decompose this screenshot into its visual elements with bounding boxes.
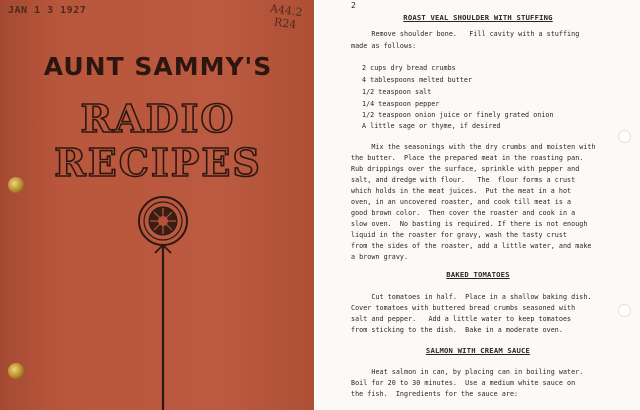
cover-title-line1: RADIO bbox=[80, 96, 236, 141]
ingredient-line: 2 cups dry bread crumbs bbox=[362, 64, 456, 72]
method-line: Cover tomatoes with buttered bread crumbs seasoned with bbox=[351, 304, 576, 312]
method-line: from the sides of the roaster, add a little water, and make bbox=[351, 242, 592, 250]
method-line: salt and pepper. Add a little water to keep tomatoes bbox=[351, 315, 572, 323]
method-line: Heat salmon in can, by placing can in boiling water. bbox=[351, 368, 584, 376]
method-line: good brown color. Then cover the roaster and cook in a bbox=[351, 209, 576, 217]
method-line: liquid in the roaster for gravy, wash the tasty crust bbox=[351, 231, 568, 239]
cover-title-line2: RECIPES bbox=[54, 140, 262, 185]
binding-grommet-bottom bbox=[8, 363, 24, 379]
method-line: oven, in an uncovered roaster, and cook till meat is a bbox=[351, 198, 572, 206]
ingredient-line: A little sage or thyme, if desired bbox=[362, 122, 501, 130]
ingredient-line: 1/2 teaspoon onion juice or finely grated onion bbox=[362, 111, 554, 119]
method-line: the butter. Place the prepared meat in the roasting pan. bbox=[351, 154, 584, 162]
recipe-text-line: Remove shoulder bone. Fill cavity with a stuffing bbox=[351, 30, 580, 38]
method-line: a brown gravy. bbox=[351, 253, 409, 261]
method-line: salt, and dredge with flour. The flour forms a crust bbox=[351, 176, 576, 184]
book-cover bbox=[0, 0, 316, 410]
method-line: Rub drippings over the surface, sprinkle with pepper and bbox=[351, 165, 580, 173]
ingredient-line: 4 tablespoons melted butter bbox=[362, 76, 473, 84]
method-line: Cut tomatoes in half. Place in a shallow baking dish. bbox=[351, 293, 592, 301]
punch-hole-bottom bbox=[618, 304, 631, 317]
radio-loudspeaker-icon bbox=[135, 193, 191, 410]
shelf-mark: R24 bbox=[272, 15, 297, 32]
method-line: Boil for 20 to 30 minutes. Use a medium white sauce on bbox=[351, 379, 576, 387]
ingredient-line: 1/2 teaspoon salt bbox=[362, 88, 432, 96]
recipe-page bbox=[316, 0, 640, 410]
method-line: slow oven. No basting is required. If there is not enough bbox=[351, 220, 588, 228]
method-line: the fish. Ingredients for the sauce are: bbox=[351, 390, 519, 398]
ingredient-line: 1/4 teaspoon pepper bbox=[362, 100, 440, 108]
punch-hole-top bbox=[618, 130, 631, 143]
cover-brand: AUNT SAMMY'S bbox=[43, 52, 273, 81]
recipe-title: ROAST VEAL SHOULDER WITH STUFFING bbox=[403, 13, 553, 22]
recipe-title: BAKED TOMATOES bbox=[446, 270, 510, 279]
acquisition-number: A44.2 bbox=[268, 1, 303, 20]
method-line: from sticking to the dish. Bake in a moderate oven. bbox=[351, 326, 563, 334]
page-number: 2 bbox=[351, 1, 356, 10]
binding-grommet-top bbox=[8, 177, 24, 193]
method-line: which holds in the meat juices. Put the meat in a hot bbox=[351, 187, 572, 195]
method-line: Mix the seasonings with the dry crumbs and moisten with bbox=[351, 143, 596, 151]
recipe-text-line: made as follows: bbox=[351, 42, 417, 50]
recipe-title: SALMON WITH CREAM SAUCE bbox=[425, 346, 531, 355]
date-stamp: JAN 1 3 1927 bbox=[8, 5, 87, 16]
